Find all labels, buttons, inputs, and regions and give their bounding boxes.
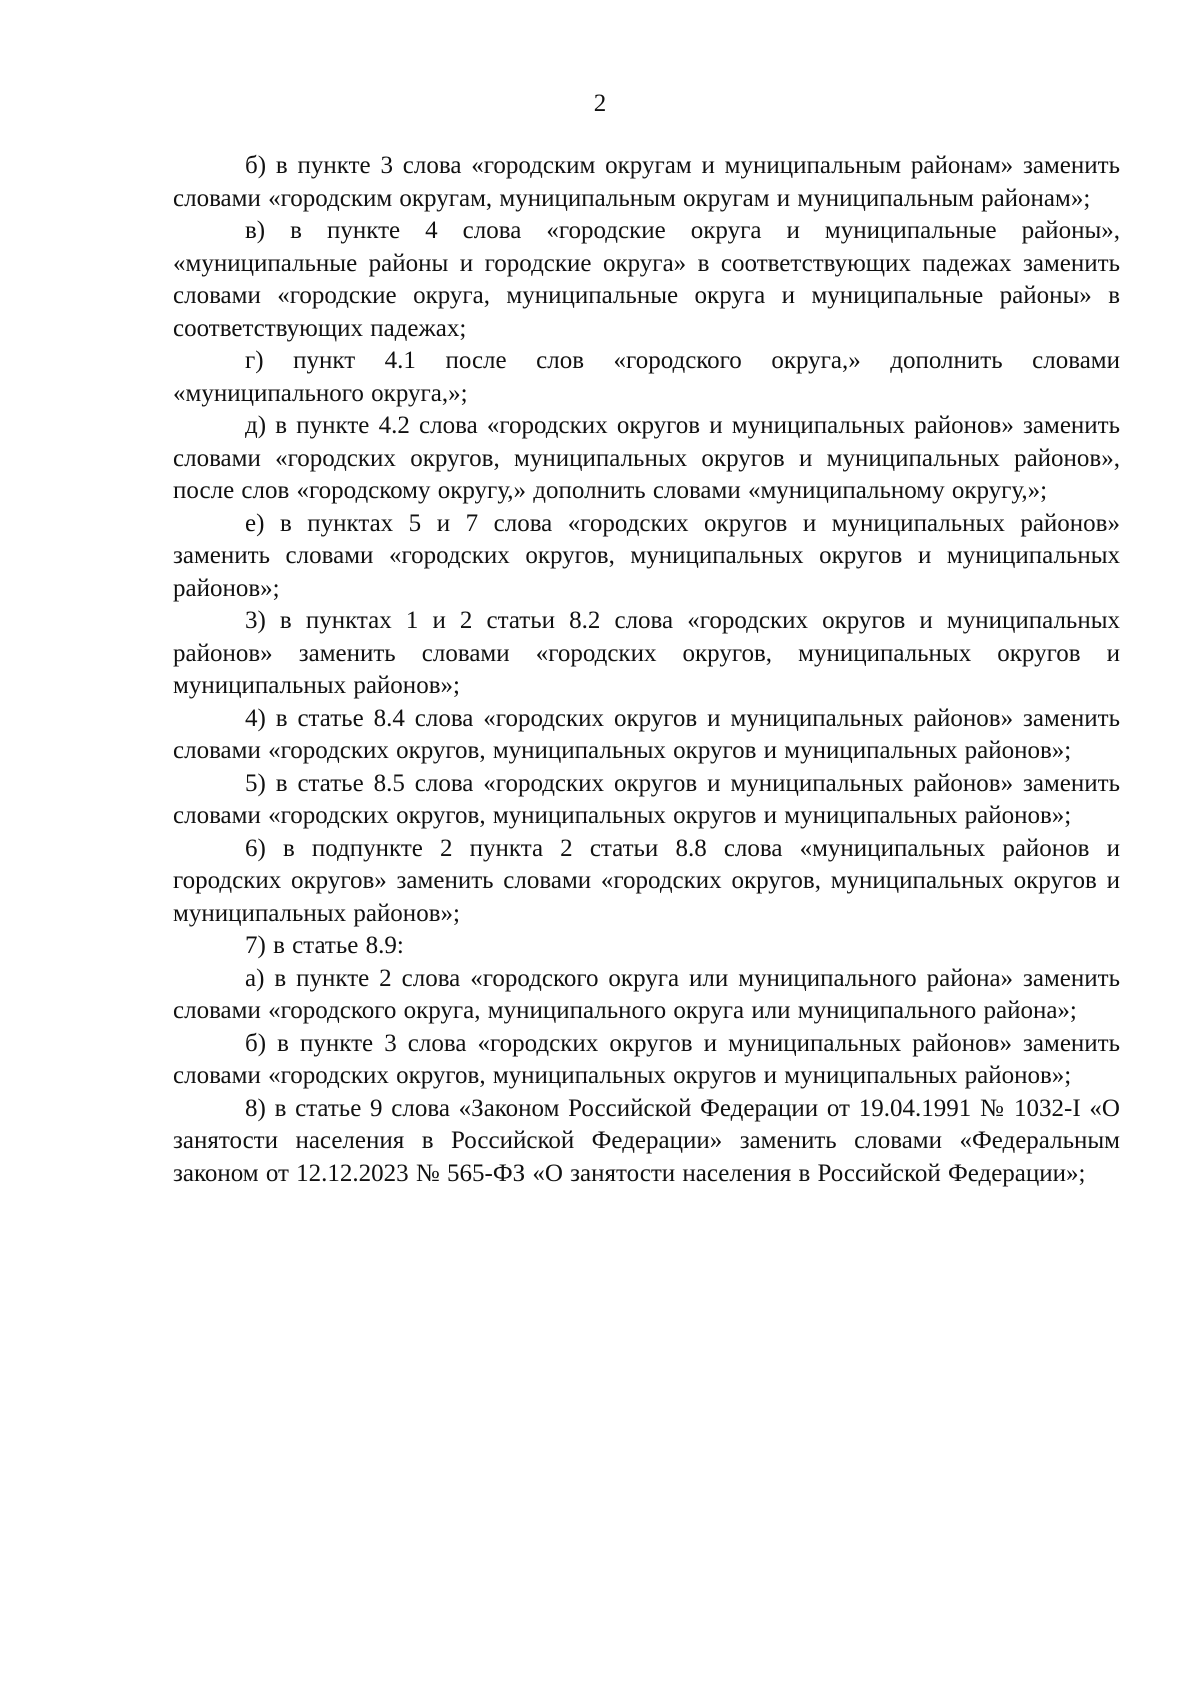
page-number: 2 xyxy=(593,90,607,117)
paragraph-e-items-5-7: е) в пунктах 5 и 7 слова «городских округов и муниципальных районов» заменить словами «городских округов, муниципальных округов и муниципальных районов»; xyxy=(173,509,1120,602)
paragraph-5-article-8-5: 5) в статье 8.5 слова «городских округов и муниципальных районов» заменить словами «городских округов, муниципальных округов и муниципальных районов»; xyxy=(173,769,1120,829)
paragraph-v-item-4: в) в пункте 4 слова «городские округа и муниципальные районы», «муниципальные районы и городские округа» в соответствующих падежах заменить словами «городские округа, муниципальные округа и муниципальные районы» в соответствующих падежах; xyxy=(173,217,1120,342)
paragraph-6-article-8-8: 6) в подпункте 2 пункта 2 статьи 8.8 слова «муниципальных районов и городских округов» заменить словами «городских округов, муниципальных округов и муниципальных районов»; xyxy=(173,834,1120,927)
paragraph-4-article-8-4: 4) в статье 8.4 слова «городских округов и муниципальных районов» заменить словами «городских округов, муниципальных округов и муниципальных районов»; xyxy=(173,704,1120,764)
paragraph-b-item-3: б) в пункте 3 слова «городским округам и муниципальным районам» заменить словами «городским округам, муниципальным округам и муниципальным районам»; xyxy=(173,152,1120,212)
paragraph-3-article-8-2: 3) в пунктах 1 и 2 статьи 8.2 слова «городских округов и муниципальных районов» заменить словами «городских округов, муниципальных округов и муниципальных районов»; xyxy=(173,607,1120,699)
paragraph-d-item-4-2: д) в пункте 4.2 слова «городских округов и муниципальных районов» заменить словами «городских округов, муниципальных округов и муниципальных районов», после слов «городскому округу,» дополнить словами «муниципальному округу,»; xyxy=(173,412,1120,504)
paragraph-8-article-9: 8) в статье 9 слова «Законом Российской Федерации от 19.04.1991 № 1032-I «О занятости населения в Российской Федерации» заменить словами «Федеральным законом от 12.12.2023 № 565-ФЗ «О занятости населения в Российской Федерации»; xyxy=(173,1094,1120,1187)
paragraph-b-item-3-article-8-9: б) в пункте 3 слова «городских округов и муниципальных районов» заменить словами «городских округов, муниципальных округов и муниципальных районов»; xyxy=(173,1029,1120,1089)
document-body xyxy=(173,150,1120,1190)
paragraph-g-item-4-1: г) пункт 4.1 после слов «городского округа,» дополнить словами «муниципального округа,»; xyxy=(173,347,1120,407)
paragraph-7-article-8-9: 7) в статье 8.9: xyxy=(245,932,404,959)
paragraph-a-item-2: а) в пункте 2 слова «городского округа или муниципального района» заменить словами «городского округа, муниципального округа или муниципального района»; xyxy=(173,964,1120,1024)
